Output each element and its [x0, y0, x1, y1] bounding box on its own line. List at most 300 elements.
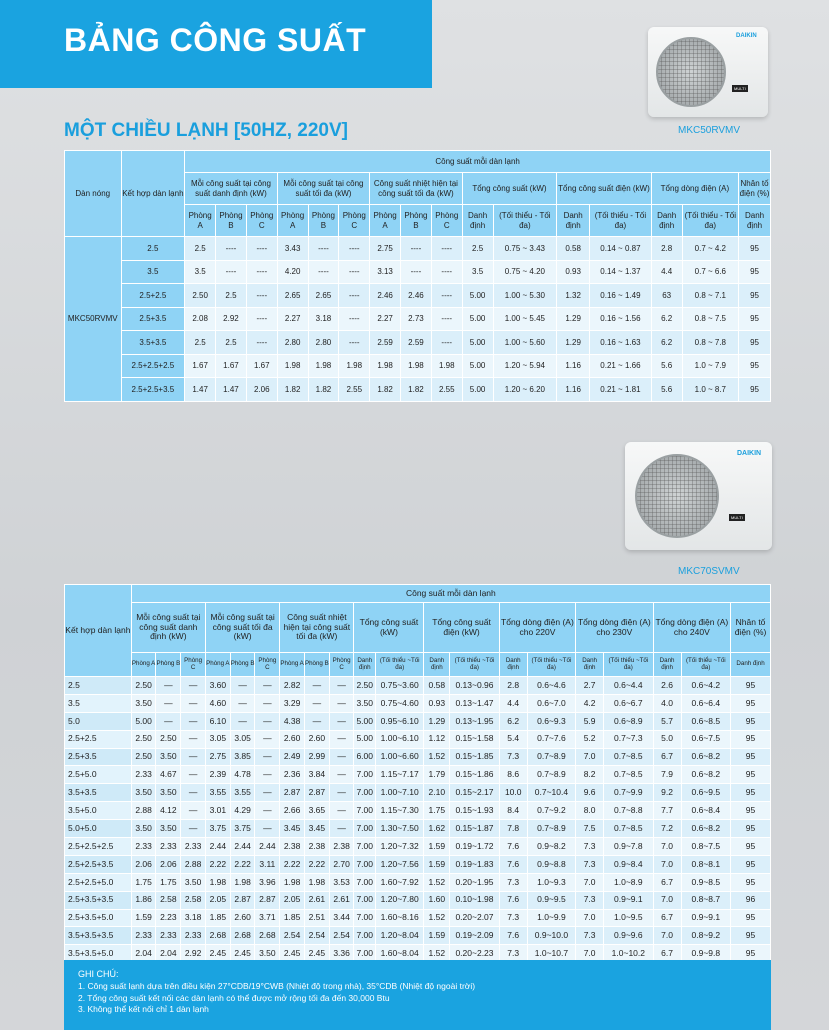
table-cell: 5.6 [651, 378, 682, 402]
header-phong-a: Phòng A [280, 653, 305, 677]
table-cell: 95 [739, 378, 771, 402]
table-cell: 7.00 [354, 766, 376, 784]
table-cell: 1.00 ~ 5.45 [493, 307, 557, 331]
table-cell: 0.6~7.5 [681, 730, 731, 748]
table-cell: 95 [739, 307, 771, 331]
table-cell: 2.04 [156, 945, 181, 963]
combination-cell: 3.5 [121, 260, 185, 284]
header-phong-b: Phòng B [156, 653, 181, 677]
table-cell: 3.50 [354, 694, 376, 712]
table-cell: 1.0 ~ 8.7 [682, 378, 739, 402]
table-cell: 2.87 [304, 784, 329, 802]
table-cell: 7.0 [576, 909, 604, 927]
header-ket-hop: Kết hợp dàn lạnh [121, 151, 185, 237]
table-cell: 3.53 [329, 873, 354, 891]
table-cell: 2.68 [205, 927, 230, 945]
table-cell: 1.00~7.10 [375, 784, 423, 802]
table-cell: 95 [731, 694, 771, 712]
header-tong-dong-dien: Tổng dòng điện (A) [651, 173, 738, 205]
table-row [65, 891, 771, 909]
table-cell: 4.4 [499, 694, 527, 712]
table-cell: 4.67 [156, 766, 181, 784]
table-cell: 0.95~6.10 [375, 712, 423, 730]
table-cell: 1.20 ~ 6.20 [493, 378, 557, 402]
note-line: 3. Không thể kết nối chỉ 1 dàn lạnh [78, 1004, 209, 1015]
table-cell: 7.7 [653, 802, 681, 820]
table-cell: — [255, 820, 280, 838]
header-cs-toi-da: Mỗi công suất tại công suất tối đa (kW) [205, 603, 279, 653]
table-cell: ---- [308, 260, 339, 284]
table-cell: 5.00 [462, 378, 493, 402]
table-cell: 2.27 [277, 307, 308, 331]
combination-cell: 3.5+3.5+5.0 [65, 945, 132, 963]
table-cell: 3.50 [156, 748, 181, 766]
table-cell: 3.01 [205, 802, 230, 820]
table-cell: — [181, 802, 206, 820]
table-cell: 0.8~8.7 [681, 891, 731, 909]
table-row [65, 354, 771, 378]
table-cell: 2.60 [280, 730, 305, 748]
table-cell: — [230, 712, 255, 730]
table-cell: 3.85 [230, 748, 255, 766]
table-cell: 0.15~1.85 [450, 748, 500, 766]
table-cell: 1.0~9.9 [527, 909, 575, 927]
table-cell: 0.75~4.60 [375, 694, 423, 712]
table-cell: 2.22 [304, 855, 329, 873]
table-cell: 3.11 [255, 855, 280, 873]
table-cell: 0.6~4.6 [527, 677, 575, 695]
table-cell: 0.93 [424, 694, 450, 712]
table-cell: 7.0 [653, 838, 681, 856]
table-cell: 1.98 [431, 354, 462, 378]
header-cs-toi-da: Mỗi công suất tại công suất tối đa (kW) [277, 173, 369, 205]
table-cell: 2.7 [576, 677, 604, 695]
table-cell: 1.98 [308, 354, 339, 378]
table-cell: 3.55 [205, 784, 230, 802]
table-cell: ---- [216, 260, 247, 284]
table-cell: ---- [431, 307, 462, 331]
table-cell: 95 [739, 284, 771, 308]
table-row [65, 873, 771, 891]
header-danh-dinh: Danh định [499, 653, 527, 677]
table-cell: 7.00 [354, 909, 376, 927]
page-title: BẢNG CÔNG SUẤT [64, 22, 367, 58]
table-cell: 2.38 [329, 838, 354, 856]
table-cell: 0.75~3.60 [375, 677, 423, 695]
table-cell: 8.4 [499, 802, 527, 820]
table-cell: 3.05 [230, 730, 255, 748]
table-row [65, 677, 771, 695]
table-cell: 95 [739, 260, 771, 284]
header-danh-dinh: Danh định [424, 653, 450, 677]
table-cell: 1.98 [205, 873, 230, 891]
table-cell: — [329, 802, 354, 820]
table-cell: 1.12 [424, 730, 450, 748]
table-cell: 2.5 [185, 331, 216, 355]
table-cell: 2.33 [181, 838, 206, 856]
table-cell: 2.88 [131, 802, 156, 820]
table-cell: 2.5 [216, 284, 247, 308]
table-cell: 2.22 [205, 855, 230, 873]
table-cell: 2.59 [401, 331, 432, 355]
header-phong-b: Phòng B [401, 205, 432, 237]
table-cell: 95 [731, 945, 771, 963]
table-cell: 3.50 [255, 945, 280, 963]
table-cell: 2.06 [156, 855, 181, 873]
table-cell: 2.54 [329, 927, 354, 945]
table-cell: 0.21 ~ 1.66 [590, 354, 652, 378]
table-cell: 6.2 [651, 331, 682, 355]
table-cell: 3.45 [280, 820, 305, 838]
header-phong-c: Phòng C [181, 653, 206, 677]
table-cell: 1.98 [339, 354, 370, 378]
table-cell: 1.20~7.32 [375, 838, 423, 856]
table-cell: 8.0 [576, 802, 604, 820]
table-cell: 0.58 [424, 677, 450, 695]
table-cell: 7.6 [499, 838, 527, 856]
table-cell: 0.8~9.2 [681, 927, 731, 945]
header-dan-nong: Dàn nóng [65, 151, 122, 237]
combination-cell: 5.0 [65, 712, 132, 730]
table-cell: 7.6 [499, 891, 527, 909]
table-cell: 2.44 [230, 838, 255, 856]
table-cell: 2.10 [424, 784, 450, 802]
fan-grille-icon [656, 37, 726, 107]
table-cell: 7.00 [354, 927, 376, 945]
header-danh-dinh: Danh định [576, 653, 604, 677]
table-cell: 0.10~1.98 [450, 891, 500, 909]
table-cell: — [255, 766, 280, 784]
table-cell: 0.9~9.8 [681, 945, 731, 963]
table-cell: 0.7 ~ 6.6 [682, 260, 739, 284]
table-cell: 1.75 [156, 873, 181, 891]
table-cell: — [329, 694, 354, 712]
table-cell: 1.67 [246, 354, 277, 378]
table-cell: ---- [216, 237, 247, 261]
table-cell: — [181, 694, 206, 712]
table-cell: 2.5 [462, 237, 493, 261]
table-cell: 2.23 [156, 909, 181, 927]
header-min-max: (Tối thiểu - Tối đa) [682, 205, 739, 237]
table-cell: 5.2 [576, 730, 604, 748]
table-cell: 2.08 [185, 307, 216, 331]
table-cell: 2.33 [156, 927, 181, 945]
table-cell: 6.00 [354, 748, 376, 766]
table-cell: 8.2 [576, 766, 604, 784]
table-cell: 0.7~8.5 [604, 748, 654, 766]
table-cell: 0.19~1.83 [450, 855, 500, 873]
header-ket-hop: Kết hợp dàn lạnh [65, 585, 132, 677]
header-phong-a: Phòng A [131, 653, 156, 677]
table-cell: 0.7~8.5 [604, 766, 654, 784]
table-cell: 7.0 [576, 945, 604, 963]
table-cell: 2.75 [370, 237, 401, 261]
table-row [65, 712, 771, 730]
table-cell: 3.50 [181, 873, 206, 891]
table-cell: 95 [731, 677, 771, 695]
table-cell: 5.7 [653, 712, 681, 730]
table-cell: 0.6~4.2 [681, 677, 731, 695]
table-cell: 6.2 [499, 712, 527, 730]
table-cell: 7.8 [499, 820, 527, 838]
table-cell: 95 [739, 237, 771, 261]
header-danh-dinh: Danh định [651, 205, 682, 237]
table-row [65, 378, 771, 402]
table-cell: 0.15~1.87 [450, 820, 500, 838]
table-cell: 2.50 [185, 284, 216, 308]
table-cell: 3.18 [308, 307, 339, 331]
combination-cell: 3.5+3.5 [65, 784, 132, 802]
table-cell: ---- [431, 331, 462, 355]
table-cell: 3.05 [205, 730, 230, 748]
combination-cell: 2.5 [121, 237, 185, 261]
table-cell: 7.0 [653, 927, 681, 945]
header-danh-dinh: Danh định [653, 653, 681, 677]
table-cell: 0.8 ~ 7.1 [682, 284, 739, 308]
header-tong-cs-dien: Tổng công suất điện (kW) [557, 173, 652, 205]
model-caption-2: MKC70SVMV [678, 566, 740, 577]
table-cell: 3.96 [255, 873, 280, 891]
table-cell: 1.98 [230, 873, 255, 891]
capacity-table-mkc50 [64, 150, 771, 402]
header-tong-cs: Tổng công suất (kW) [462, 173, 557, 205]
table-cell: 0.16 ~ 1.63 [590, 331, 652, 355]
table-cell: 7.5 [576, 820, 604, 838]
table-cell: 2.73 [401, 307, 432, 331]
table-cell: 1.0~9.5 [604, 909, 654, 927]
table-cell: ---- [431, 260, 462, 284]
table-cell: 2.45 [230, 945, 255, 963]
table-cell: 4.20 [277, 260, 308, 284]
table-cell: 0.7~9.9 [604, 784, 654, 802]
table-cell: ---- [246, 284, 277, 308]
table-cell: ---- [246, 260, 277, 284]
table-cell: 0.9~8.4 [604, 855, 654, 873]
table-cell: 0.9~9.1 [681, 909, 731, 927]
table-cell: — [304, 712, 329, 730]
table-cell: 1.00 ~ 5.60 [493, 331, 557, 355]
table-cell: 3.13 [370, 260, 401, 284]
table-cell: 4.12 [156, 802, 181, 820]
combination-cell: 2.5 [65, 677, 132, 695]
table-cell: 1.85 [280, 909, 305, 927]
table-cell: 0.7~10.4 [527, 784, 575, 802]
table-row [65, 237, 771, 261]
table-cell: 5.9 [576, 712, 604, 730]
table-cell: 2.50 [131, 730, 156, 748]
table-cell: 0.13~1.95 [450, 712, 500, 730]
table-cell: 95 [731, 712, 771, 730]
table-cell: 6.2 [651, 307, 682, 331]
table-cell: 5.4 [499, 730, 527, 748]
table-cell: 2.33 [181, 927, 206, 945]
table-cell: — [329, 712, 354, 730]
table-cell: 2.80 [308, 331, 339, 355]
table-cell: 7.6 [499, 927, 527, 945]
outdoor-model-cell: MKC50RVMV [65, 237, 122, 402]
table-cell: 95 [731, 838, 771, 856]
header-phong-a: Phòng A [277, 205, 308, 237]
table-cell: 0.93 [557, 260, 590, 284]
table-cell: 2.50 [131, 677, 156, 695]
table-cell: 2.61 [329, 891, 354, 909]
table-cell: — [156, 712, 181, 730]
table-cell: 0.13~1.47 [450, 694, 500, 712]
table-cell: 1.00 ~ 5.30 [493, 284, 557, 308]
table-cell: 7.3 [499, 909, 527, 927]
table-cell: 1.0 ~ 7.9 [682, 354, 739, 378]
table-cell: 0.6~8.2 [681, 748, 731, 766]
table-cell: 2.33 [131, 766, 156, 784]
table-cell: 0.19~2.09 [450, 927, 500, 945]
table-row [65, 838, 771, 856]
table-cell: 7.00 [354, 891, 376, 909]
header-danh-dinh: Danh định [557, 205, 590, 237]
table-cell: 5.00 [131, 712, 156, 730]
table-cell: 8.6 [499, 766, 527, 784]
table-cell: 3.5 [185, 260, 216, 284]
table-cell: 7.3 [576, 891, 604, 909]
table-cell: 2.38 [304, 838, 329, 856]
table-cell: 6.7 [653, 873, 681, 891]
table-cell: — [181, 748, 206, 766]
table-cell: 2.22 [230, 855, 255, 873]
combination-cell: 2.5+2.5 [121, 284, 185, 308]
table-cell: 0.9~10.0 [527, 927, 575, 945]
table-cell: 0.14 ~ 1.37 [590, 260, 652, 284]
table-cell: 1.82 [401, 378, 432, 402]
table-cell: ---- [431, 237, 462, 261]
table-cell: 1.59 [424, 838, 450, 856]
notes-heading: GHI CHÚ: [78, 969, 119, 979]
table-cell: ---- [401, 237, 432, 261]
table-cell: — [329, 730, 354, 748]
table-cell: 3.50 [131, 694, 156, 712]
table-cell: 7.3 [499, 748, 527, 766]
table-cell: 5.00 [462, 284, 493, 308]
header-dong-220: Tổng dòng điện (A) cho 220V [499, 603, 575, 653]
table-cell: 1.29 [557, 307, 590, 331]
table-cell: 7.3 [576, 838, 604, 856]
note-line: 1. Công suất lạnh dựa trên điều kiện 27°CDB/19°CWB (Nhiệt độ trong nhà), 35°CDB (Nhiệt độ ngoài trời) [78, 981, 476, 992]
table-cell: 0.16 ~ 1.56 [590, 307, 652, 331]
table-cell: 7.3 [576, 927, 604, 945]
header-tong-cs-dien: Tổng công suất điện (kW) [424, 603, 499, 653]
header-min-max: (Tối thiểu ~Tối đa) [450, 653, 500, 677]
header-group: Công suất mỗi dàn lạnh [185, 151, 771, 173]
table-cell: 3.55 [230, 784, 255, 802]
table-cell: 1.59 [424, 927, 450, 945]
table-cell: 2.06 [246, 378, 277, 402]
table-cell: 1.60 [424, 891, 450, 909]
table-cell: 1.52 [424, 873, 450, 891]
table-cell: — [329, 820, 354, 838]
table-cell: 5.00 [354, 730, 376, 748]
table-cell: 95 [731, 784, 771, 802]
header-phong-a: Phòng A [185, 205, 216, 237]
table-cell: 1.16 [557, 378, 590, 402]
table-cell: 9.2 [653, 784, 681, 802]
table-cell: 1.98 [280, 873, 305, 891]
table-cell: 0.6~7.0 [527, 694, 575, 712]
table-cell: 2.66 [280, 802, 305, 820]
table-cell: 0.9~9.6 [604, 927, 654, 945]
table-cell: 95 [731, 820, 771, 838]
table-cell: — [181, 784, 206, 802]
table-cell: — [181, 677, 206, 695]
table-cell: 2.65 [277, 284, 308, 308]
table-cell: 0.19~1.72 [450, 838, 500, 856]
table-cell: 0.6~8.2 [681, 820, 731, 838]
combination-cell: 5.0+5.0 [65, 820, 132, 838]
table-cell: 63 [651, 284, 682, 308]
table-cell: 4.38 [280, 712, 305, 730]
table-cell: 0.6~8.9 [604, 712, 654, 730]
table-cell: 5.0 [653, 730, 681, 748]
table-row [65, 802, 771, 820]
table-cell: 0.7~9.2 [527, 802, 575, 820]
table-cell: 6.7 [653, 945, 681, 963]
table-cell: 95 [731, 748, 771, 766]
table-cell: 95 [731, 766, 771, 784]
table-cell: 1.29 [424, 712, 450, 730]
table-cell: — [230, 677, 255, 695]
header-phong-c: Phòng C [339, 205, 370, 237]
table-cell: 2.87 [255, 891, 280, 909]
table-cell: 7.0 [576, 748, 604, 766]
table-cell: 0.21 ~ 1.81 [590, 378, 652, 402]
table-cell: 1.75 [424, 802, 450, 820]
table-cell: 4.2 [576, 694, 604, 712]
outdoor-unit-image-1 [648, 27, 768, 117]
table-cell: 0.14 ~ 0.87 [590, 237, 652, 261]
table-cell: 95 [731, 909, 771, 927]
table-cell: 9.6 [576, 784, 604, 802]
table-cell: — [255, 802, 280, 820]
table-cell: 2.45 [280, 945, 305, 963]
table-cell: 2.80 [277, 331, 308, 355]
table-cell: 2.45 [205, 945, 230, 963]
table-cell: 3.75 [230, 820, 255, 838]
table-cell: 5.6 [651, 354, 682, 378]
table-cell: 0.58 [557, 237, 590, 261]
table-cell: 2.61 [304, 891, 329, 909]
table-cell: 1.20~7.56 [375, 855, 423, 873]
table-cell: 0.7 ~ 4.2 [682, 237, 739, 261]
table-cell: 1.67 [185, 354, 216, 378]
table-cell: 3.50 [156, 820, 181, 838]
table-cell: 1.32 [557, 284, 590, 308]
table-cell: 3.71 [255, 909, 280, 927]
combination-cell: 3.5+3.5+3.5 [65, 927, 132, 945]
header-dong-240: Tổng dòng điện (A) cho 240V [653, 603, 730, 653]
table-cell: 2.99 [304, 748, 329, 766]
table-cell: 0.9~9.1 [604, 891, 654, 909]
table-cell: 2.5 [185, 237, 216, 261]
table-cell: 1.60~8.04 [375, 945, 423, 963]
table-cell: 3.29 [280, 694, 305, 712]
table-cell: 3.60 [205, 677, 230, 695]
table-cell: 1.82 [370, 378, 401, 402]
table-cell: 2.5 [216, 331, 247, 355]
table-cell: 1.82 [277, 378, 308, 402]
table-cell: — [255, 694, 280, 712]
table-cell: 2.36 [280, 766, 305, 784]
table-cell: 0.6~4.4 [604, 677, 654, 695]
header-phong-a: Phòng A [370, 205, 401, 237]
notes-box [64, 960, 771, 1030]
table-cell: 0.7~7.6 [527, 730, 575, 748]
